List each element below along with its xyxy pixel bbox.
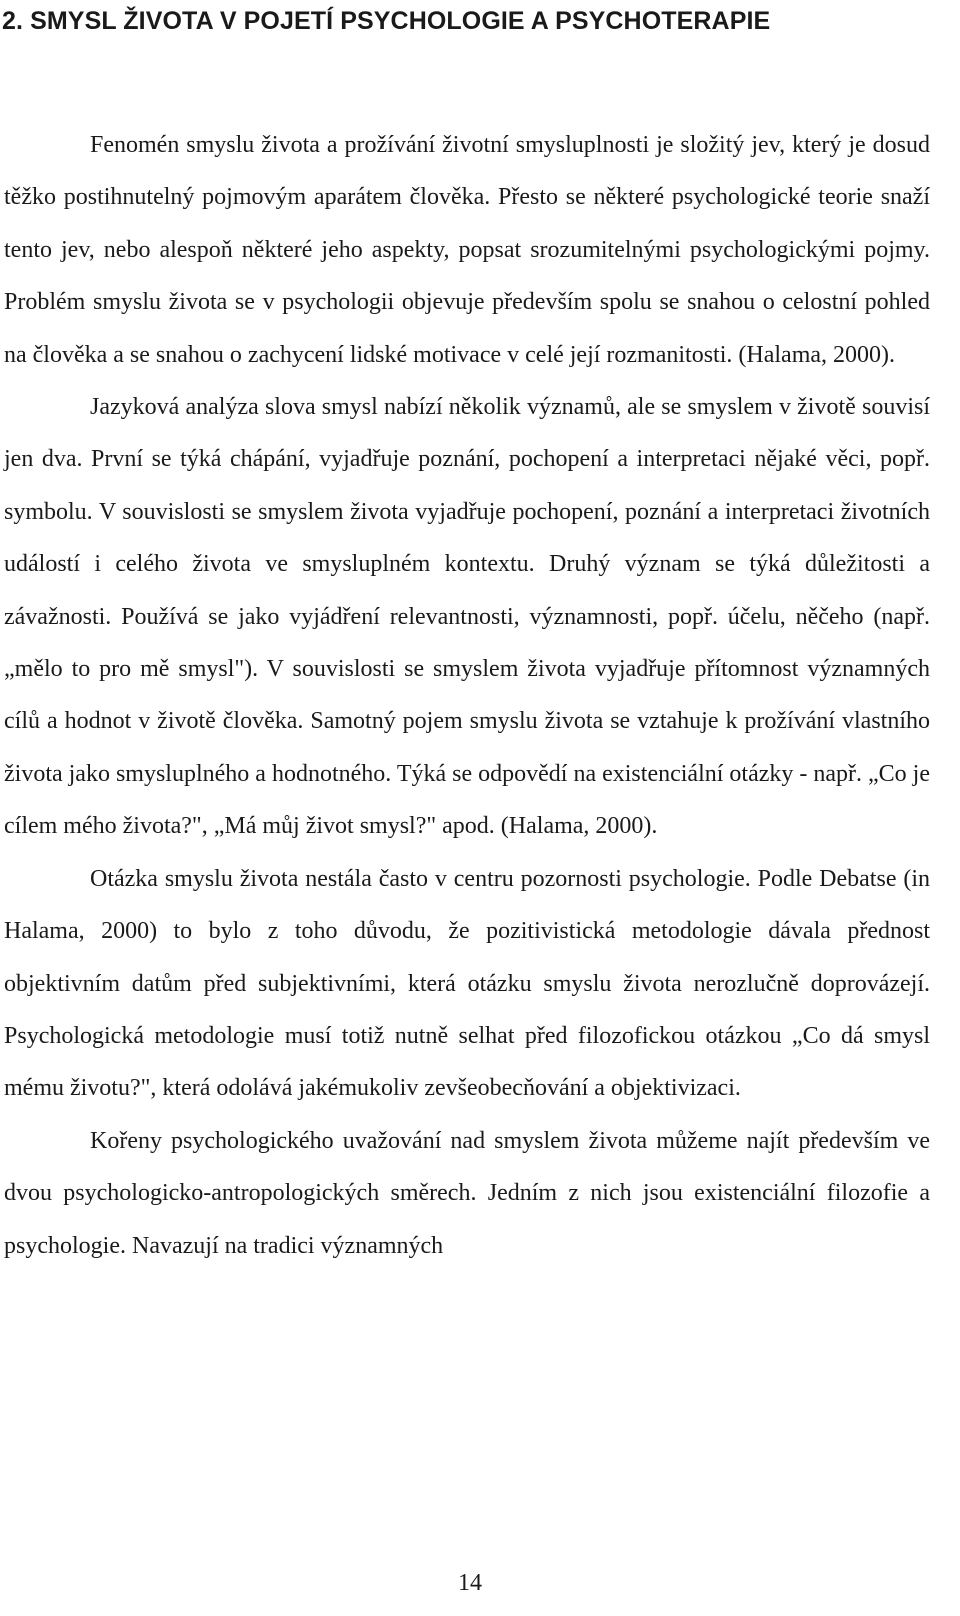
chapter-heading: 2. SMYSL ŽIVOTA V POJETÍ PSYCHOLOGIE A PSYCHOTERAPIE bbox=[2, 7, 771, 35]
paragraph-1: Fenomén smyslu života a prožívání životní smysluplnosti je složitý jev, který je dosud těžko postihnutelný pojmovým aparátem člověka. Přesto se některé psychologické teorie snaží tento jev, nebo alespoň některé jeho aspekty, popsat srozumitelnými psychologickými pojmy. Problém smyslu života se v psychologii objevuje především spolu se snahou o celostní pohled na člověka a se snahou o zachycení lidské motivace v celé její rozmanitosti. (Halama, 2000). bbox=[4, 132, 930, 368]
paragraph-4: Kořeny psychologického uvažování nad smyslem života můžeme najít především ve dvou psychologicko-antropologických směrech. Jedním z nich jsou existenciální filozofie a psychologie. Navazují na tradici významných bbox=[4, 1127, 930, 1259]
paragraph-3: Otázka smyslu života nestála často v centru pozornosti psychologie. Podle Debatse (in Halama, 2000) to bylo z toho důvodu, že pozitivistická metodologie dávala přednost objektivním datům před subjektivními, která otázku smyslu života nerozlučně doprovázejí. Psychologická metodologie musí totiž nutně selhat před filozofickou otázkou „Co dá smysl mému životu?", která odolává jakémukoliv zevšeobecňování a objektivizaci. bbox=[4, 865, 930, 1102]
page-number: 14 bbox=[458, 1570, 482, 1596]
paragraph-2: Jazyková analýza slova smysl nabízí několik významů, ale se smyslem v životě souvisí jen dva. První se týká chápání, vyjadřuje poznání, pochopení a interpretaci nějaké věci, popř. symbolu. V souvislosti se smyslem života vyjadřuje pochopení, poznání a interpretaci životních událostí i celého života ve smysluplném kontextu. Druhý význam se týká důležitosti a závažnosti. Používá se jako vyjádření relevantnosti, významnosti, popř. účelu, něčeho (např. „mělo to pro mě smysl"). V souvislosti se smyslem života vyjadřuje přítomnost významných cílů a hodnot v životě člověka. Samotný pojem smyslu života se vztahuje k prožívání vlastního života jako smysluplného a hodnotného. Týká se odpovědí na existenciální otázky - např. „Co je cílem mého života?", „Má můj život smysl?" apod. (Halama, 2000). bbox=[4, 394, 930, 840]
body-text bbox=[4, 119, 930, 1272]
